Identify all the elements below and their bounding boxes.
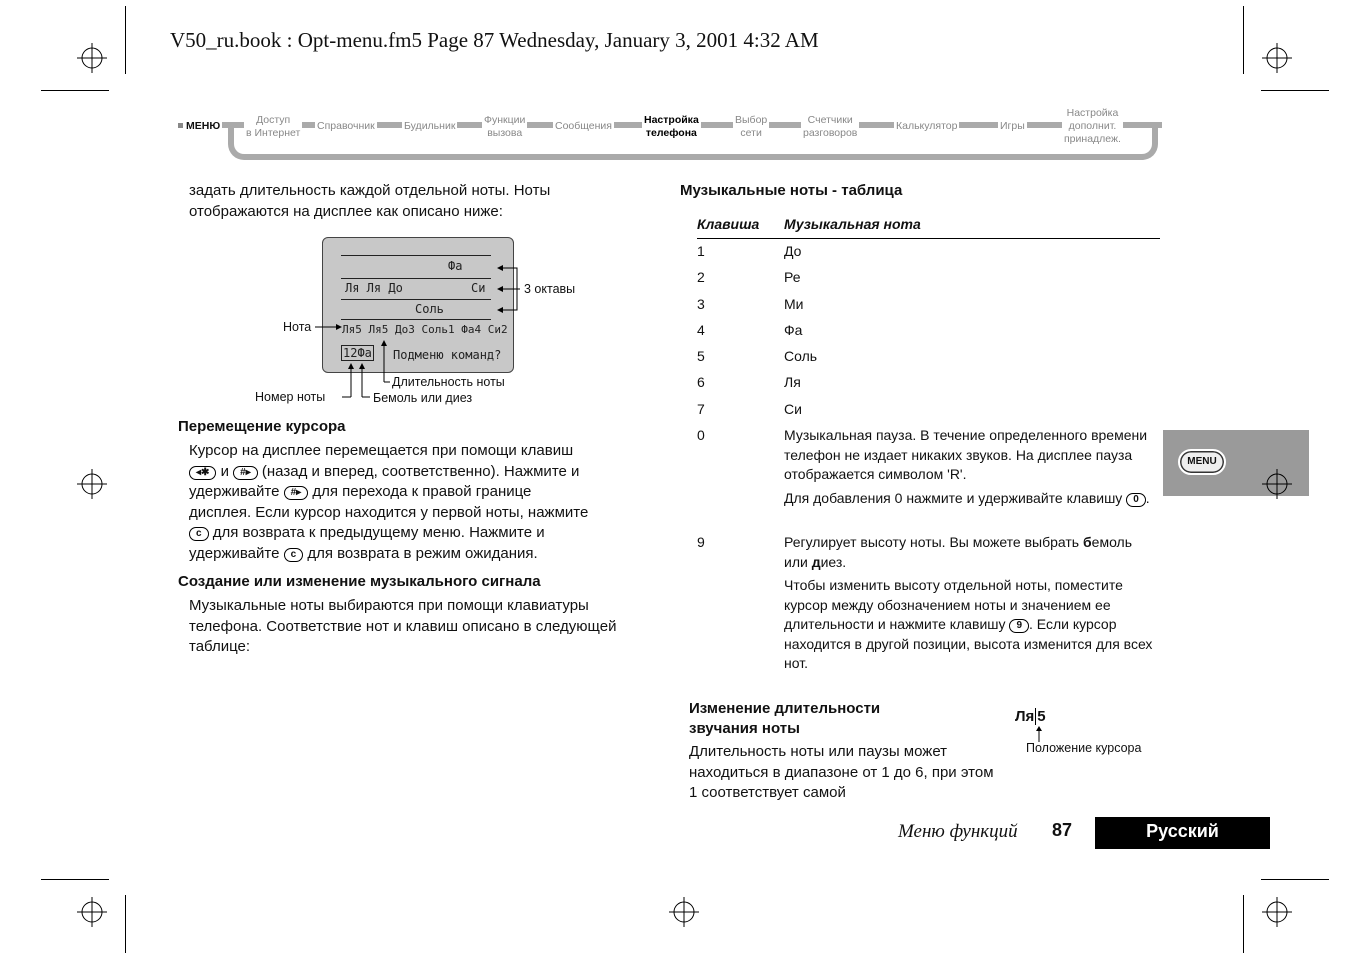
pitch-instruction xyxy=(784,576,1154,674)
nav-item-network[interactable] xyxy=(733,114,769,140)
text: д xyxy=(811,553,821,570)
nav-item-phone-settings[interactable] xyxy=(642,114,701,140)
text: иез. xyxy=(820,553,847,570)
key-cell: 3 xyxy=(697,295,705,312)
display-prompt: Подменю команд? xyxy=(393,348,502,362)
table-body xyxy=(697,242,1160,674)
nav-item-label: принадлеж. xyxy=(1064,133,1121,145)
nav-item-label: в Интернет xyxy=(246,127,301,139)
text: Для добавления 0 нажмите и удерживайте клавишу xyxy=(784,489,1123,506)
nav-item-calculator[interactable] xyxy=(894,120,959,133)
nav-item-label: Игры xyxy=(1000,120,1025,132)
menu-key-icon: MENU xyxy=(1178,449,1226,475)
note-cell: Ре xyxy=(784,269,801,286)
duration-label: Длительность ноты xyxy=(392,375,505,389)
table-row xyxy=(697,295,1160,321)
display-text: Си xyxy=(471,281,486,295)
note-cell: Ля xyxy=(784,374,801,391)
print-header: V50_ru.book : Opt-menu.fm5 Page 87 Wednesday, January 3, 2001 4:32 AM xyxy=(170,28,819,52)
cursor-position-label: Положение курсора xyxy=(1026,741,1142,755)
display-text: Соль xyxy=(415,302,444,316)
nav-item-internet[interactable] xyxy=(244,114,302,140)
nav-item-label: Калькулятор xyxy=(896,120,958,132)
intro-paragraph: задать длительность каждой отдельной ноты. Ноты отображаются на дисплее как описано ниже: xyxy=(189,182,551,220)
note-cell: Ми xyxy=(784,295,804,312)
key-cell: 6 xyxy=(697,374,705,391)
nav-item-label: Функции xyxy=(484,114,526,126)
page-number: 87 xyxy=(1052,820,1073,840)
pause-description: Музыкальная пауза. В течение определенного времени телефон не издает никаких звуков. На дисплее пауза отображается символом 'R'. xyxy=(784,427,1148,483)
text: звучания ноты xyxy=(689,720,800,737)
text: Курсор на дисплее перемещается при помощи клавиш xyxy=(189,442,574,459)
display-notes-line: Ля5 Ля5 До3 Соль1 Фа4 Си2 xyxy=(342,323,508,336)
pause-instruction: Для добавления 0 нажмите и удерживайте клавишу 0 . xyxy=(784,489,1150,506)
crop-mark xyxy=(41,879,109,880)
registration-mark-icon xyxy=(77,469,107,499)
table-row xyxy=(697,268,1160,294)
key-cell: 2 xyxy=(697,269,705,286)
duration-paragraph: Длительность ноты или паузы может находиться в диапазоне от 1 до 6, при этом 1 соответствует самой xyxy=(689,743,994,801)
crop-mark xyxy=(1243,6,1244,74)
note-cell xyxy=(784,426,1154,508)
section-heading-create-ringtone: Создание или изменение музыкального сигнала xyxy=(178,573,541,590)
nav-item-label: Справочник xyxy=(317,120,375,132)
zero-key-icon: 0 xyxy=(1126,493,1146,507)
crop-mark xyxy=(125,6,126,74)
crop-mark xyxy=(41,90,109,91)
note-cell xyxy=(784,533,1154,674)
column-header: Музыкальная нота xyxy=(784,216,921,232)
nav-item-label: вызова xyxy=(487,127,523,139)
nav-item-messages[interactable] xyxy=(553,120,614,133)
registration-mark-icon xyxy=(1262,469,1292,499)
menu-navigation-strip xyxy=(176,104,1166,168)
octaves-label: 3 октавы xyxy=(524,282,576,296)
nav-item-call-functions[interactable] xyxy=(482,114,527,140)
text: для перехода к правой границе xyxy=(312,483,532,500)
text: емоль или xyxy=(784,534,1133,570)
text: удерживайте xyxy=(189,544,280,562)
crop-mark xyxy=(1261,90,1329,91)
cursor-paragraph xyxy=(189,441,659,564)
nav-item-label: Сообщения xyxy=(555,120,612,132)
key-cell: 7 xyxy=(697,400,705,417)
language-tab: Русский xyxy=(1095,817,1270,849)
nav-item-accessory-settings[interactable] xyxy=(1062,107,1123,146)
table-row xyxy=(697,347,1160,373)
table-row xyxy=(697,373,1160,399)
table-row xyxy=(697,321,1160,347)
text: Изменение длительности xyxy=(689,700,881,717)
key-cell: 4 xyxy=(697,321,705,338)
table-row xyxy=(697,242,1160,268)
nine-key-icon: 9 xyxy=(1009,619,1029,633)
notes-table xyxy=(697,216,1160,678)
crop-mark xyxy=(1261,879,1329,880)
nav-item-label: дополнит. xyxy=(1068,120,1117,132)
column-header: Клавиша xyxy=(697,216,760,232)
note-cell: До xyxy=(784,243,802,259)
arrow-up-icon xyxy=(1034,726,1044,742)
table-row xyxy=(697,400,1160,426)
nav-item-label: Счетчики xyxy=(807,114,853,126)
text: дисплея. Если курсор находится у первой ноты, нажмите xyxy=(189,503,589,521)
note-cell: Си xyxy=(784,400,802,417)
text: 5 xyxy=(1037,708,1046,725)
key-cell: 9 xyxy=(697,534,705,551)
text: удерживайте xyxy=(189,483,280,500)
table-title: Музыкальные ноты - таблица xyxy=(680,182,903,199)
nav-item-label: сети xyxy=(740,127,762,139)
nav-item-label: разговоров xyxy=(803,127,858,139)
registration-mark-icon xyxy=(77,43,107,73)
text: для возврата в режим ожидания. xyxy=(307,544,538,562)
footer-section-title: Меню функций xyxy=(898,821,1018,842)
note-cell: Фа xyxy=(784,321,803,338)
hash-key-icon: #▸ xyxy=(284,486,309,500)
registration-mark-icon xyxy=(1262,897,1292,927)
nav-item-label: телефона xyxy=(645,127,697,139)
note-cell: Соль xyxy=(784,348,818,365)
ringtone-paragraph: Музыкальные ноты выбираются при помощи клавиатуры телефона. Соответствие нот и клавиш описано в следующей таблице: xyxy=(189,597,617,655)
text: . Если курсор находится в другой позиции, высота изменится для всех нот. xyxy=(784,616,1153,672)
nav-item-games[interactable] xyxy=(998,120,1027,133)
nav-item-phonebook[interactable] xyxy=(315,120,377,133)
nav-item-label: Настройка xyxy=(1066,107,1119,119)
text: и xyxy=(220,462,229,480)
key-cell: 1 xyxy=(697,243,705,259)
nav-item-label: Доступ xyxy=(256,114,291,126)
key-cell: 5 xyxy=(697,348,705,365)
crop-mark xyxy=(1243,895,1244,953)
star-key-icon: ◂✱ xyxy=(189,466,216,480)
text: Чтобы изменить высоту отдельной ноты, поместите курсор между обозначением ноты и значением ее длительности и нажмите клавишу xyxy=(784,577,1123,633)
nav-menu-label[interactable]: МЕНЮ xyxy=(178,120,222,132)
key-cell: 0 xyxy=(697,427,705,444)
nav-item-label: Будильник xyxy=(404,120,456,132)
nav-item-label: Выбор xyxy=(735,114,768,126)
table-row xyxy=(697,533,1160,674)
crop-mark xyxy=(125,895,126,953)
clear-key-icon: c xyxy=(189,527,209,541)
registration-mark-icon xyxy=(1262,43,1292,73)
text: б xyxy=(1083,534,1092,551)
registration-mark-icon xyxy=(669,897,699,927)
note-number-label: Номер ноты xyxy=(255,390,326,404)
cursor-example xyxy=(1015,708,1046,725)
text: для возврата к предыдущему меню. Нажмите и xyxy=(212,524,545,541)
text: Регулирует высоту ноты. Вы можете выбрать xyxy=(784,534,1080,551)
clear-key-icon: c xyxy=(284,548,304,562)
display-note-field: 12Фа xyxy=(343,346,372,360)
nav-item-alarm[interactable] xyxy=(402,120,457,133)
registration-mark-icon xyxy=(77,897,107,927)
display-text: Ля Ля До xyxy=(345,281,403,295)
section-heading-cursor: Перемещение курсора xyxy=(178,418,346,435)
table-row xyxy=(697,426,1160,533)
table-header xyxy=(697,216,1160,239)
display-text: Фа xyxy=(448,259,463,273)
text: Ля xyxy=(1015,708,1035,725)
note-label: Нота xyxy=(283,320,312,334)
flat-sharp-label: Бемоль или диез xyxy=(373,391,473,405)
nav-item-call-timers[interactable] xyxy=(801,114,859,140)
pitch-description xyxy=(784,533,1154,572)
section-heading-duration xyxy=(689,699,880,739)
hash-key-icon: #▸ xyxy=(233,466,258,480)
nav-item-label: Настройка xyxy=(644,114,699,126)
text: (назад и вперед, соответственно). Нажмите и xyxy=(261,462,580,480)
